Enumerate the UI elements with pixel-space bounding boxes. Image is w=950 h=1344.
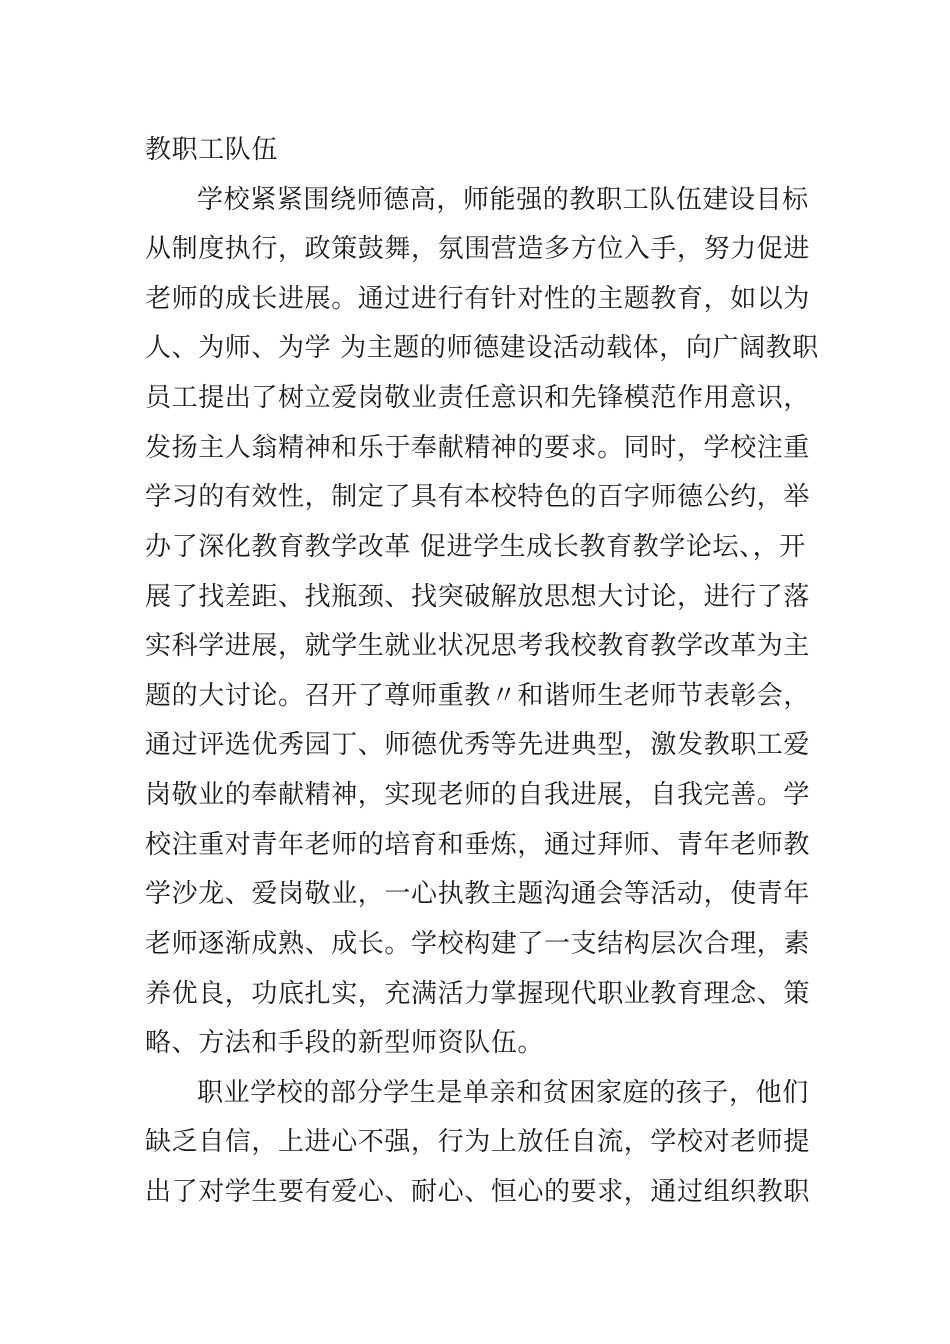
section-heading: 教职工队伍 bbox=[145, 135, 279, 165]
paragraph-line: 出了对学生要有爱心、耐心、恒心的要求，通过组织教职 bbox=[145, 1177, 811, 1207]
paragraph-line: 学校紧紧围绕师德高，师能强的教职工队伍建设目标 bbox=[197, 185, 809, 215]
paragraph-line: 学习的有效性，制定了具有本校特色的百字师德公约，举 bbox=[145, 482, 811, 512]
paragraph-line: 职业学校的部分学生是单亲和贫困家庭的孩子，他们 bbox=[197, 1078, 809, 1108]
paragraph-line: 发扬主人翁精神和乐于奉献精神的要求。同时，学校注重 bbox=[145, 433, 811, 463]
paragraph-line: 老师逐渐成熟、成长。学校构建了一支结构层次合理，素 bbox=[145, 929, 811, 959]
paragraph-line: 缺乏自信，上进心不强，行为上放任自流，学校对老师提 bbox=[145, 1127, 811, 1157]
paragraph-line: 学沙龙、爱岗敬业，一心执教主题沟通会等活动，使青年 bbox=[145, 879, 811, 909]
paragraph-line: 通过评选优秀园丁、师德优秀等先进典型，激发教职工爱 bbox=[145, 730, 811, 760]
paragraph-line: 略、方法和手段的新型师资队伍。 bbox=[145, 1028, 545, 1058]
paragraph-line: 岗敬业的奉献精神，实现老师的自我进展，自我完善。学 bbox=[145, 780, 811, 810]
paragraph-line: 员工提出了树立爱岗敬业责任意识和先锋模范作用意识， bbox=[145, 383, 811, 413]
paragraph-line: 实科学进展，就学生就业状况思考我校教育教学改革为主 bbox=[145, 631, 811, 661]
paragraph-line: 老师的成长进展。通过进行有针对性的主题教育，如以为 bbox=[145, 284, 811, 314]
paragraph-line: 展了找差距、找瓶颈、找突破解放思想大讨论，进行了落 bbox=[145, 582, 811, 612]
paragraph-line: 养优良，功底扎实，充满活力掌握现代职业教育理念、策 bbox=[145, 979, 811, 1009]
paragraph-line: 题的大讨论。召开了尊师重教〃和谐师生老师节表彰会， bbox=[145, 681, 811, 711]
paragraph-line: 办了深化教育教学改革 促进学生成长教育教学论坛、，开 bbox=[145, 532, 806, 562]
paragraph-line: 人、为师、为学 为主题的师德建设活动载体，向广阔教职 bbox=[145, 333, 819, 363]
paragraph-line: 从制度执行，政策鼓舞，氛围营造多方位入手，努力促进 bbox=[145, 234, 811, 264]
paragraph-line: 校注重对青年老师的培育和垂炼，通过拜师、青年老师教 bbox=[145, 830, 811, 860]
